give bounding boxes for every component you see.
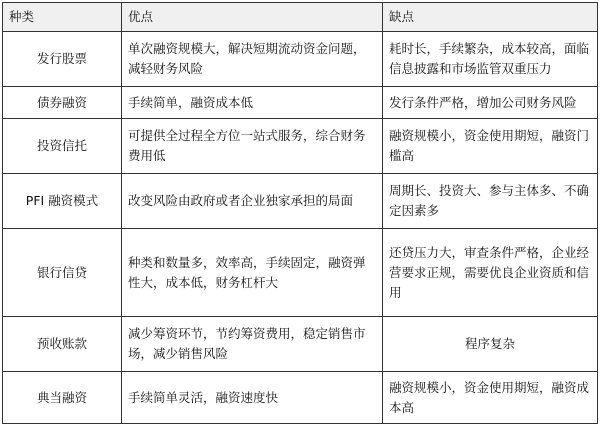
row-cons: 融资规模小，资金使用期短，融资成本高 [383,372,598,424]
row-type: 预收账款 [3,317,122,372]
table-row [3,229,598,317]
header-cons: 缺点 [383,3,598,32]
table-row [3,119,598,174]
header-pros: 优点 [122,3,383,32]
row-pros: 单次融资规模大，解决短期流动资金问题，减轻财务风险 [122,32,383,87]
table-row [3,372,598,424]
row-cons: 耗时长，手续繁杂，成本较高，面临信息披露和市场监管双重压力 [383,32,598,87]
row-type: 发行股票 [3,32,122,87]
header-row [3,3,598,32]
row-pros: 可提供全过程全方位一站式服务，综合财务费用低 [122,119,383,174]
row-pros: 手续简单灵活，融资速度快 [122,372,383,424]
row-type: 典当融资 [3,372,122,424]
table-row [3,87,598,119]
row-pros: 改变风险由政府或者企业独家承担的局面 [122,174,383,229]
row-type: 银行信贷 [3,229,122,317]
table-row [3,317,598,372]
header-type: 种类 [3,3,122,32]
row-cons: 还贷压力大，审查条件严格，企业经营要求正规，需要优良企业资质和信用 [383,229,598,317]
row-cons: 发行条件严格，增加公司财务风险 [383,87,598,119]
row-type: 债券融资 [3,87,122,119]
row-cons: 程序复杂 [383,317,598,372]
row-cons: 融资规模小，资金使用期短，融资门槛高 [383,119,598,174]
row-pros: 种类和数量多，效率高，手续固定，融资弹性大，成本低，财务杠杆大 [122,229,383,317]
row-type: PFI 融资模式 [3,174,122,229]
row-pros: 减少筹资环节，节约筹资费用，稳定销售市场，减少销售风险 [122,317,383,372]
row-pros: 手续简单，融资成本低 [122,87,383,119]
table-row [3,32,598,87]
table-row [3,174,598,229]
row-type: 投资信托 [3,119,122,174]
row-cons: 周期长、投资大、参与主体多、不确定因素多 [383,174,598,229]
financing-comparison-table [2,2,598,424]
